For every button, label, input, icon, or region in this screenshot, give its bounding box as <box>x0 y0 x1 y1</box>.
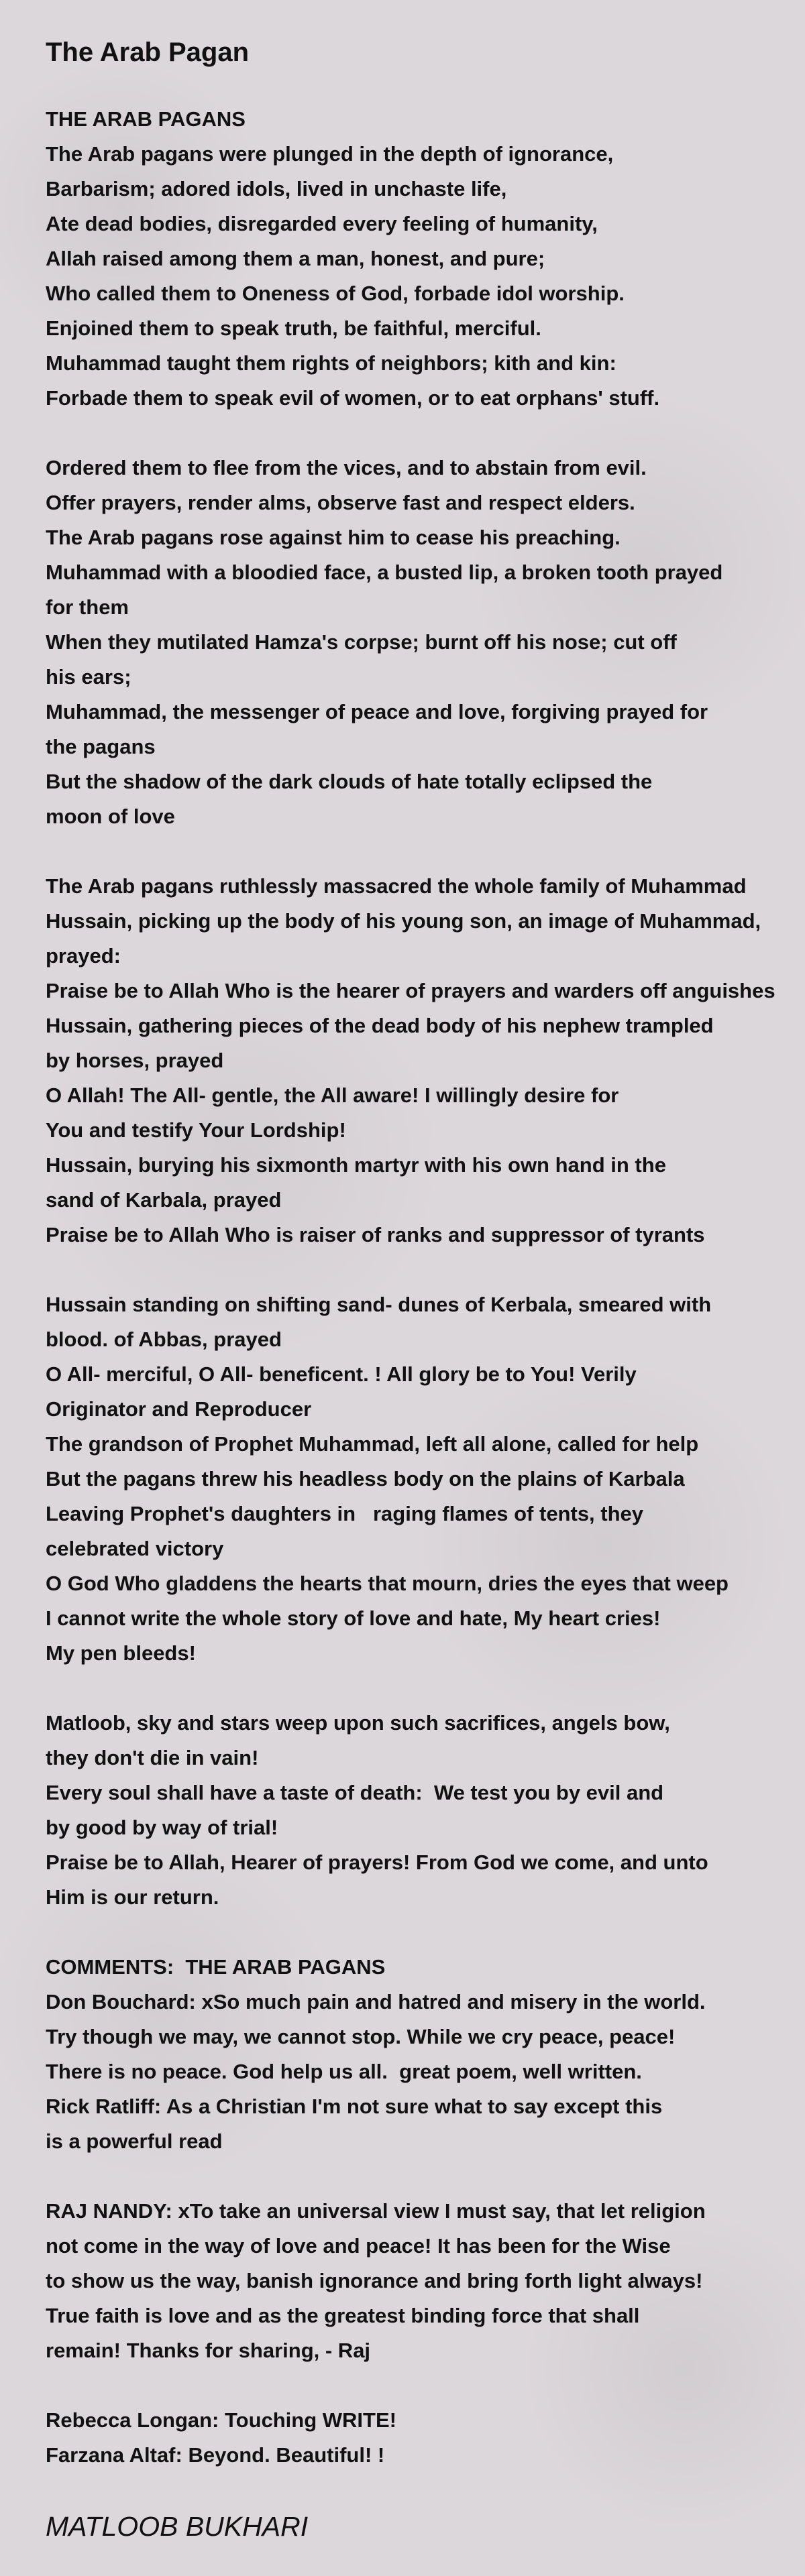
poem-line: Don Bouchard: xSo much pain and hatred and misery in the world. <box>46 1990 706 2013</box>
poem-line: Barbarism; adored idols, lived in unchaste life, <box>46 177 507 200</box>
poem-line: Hussain, burying his sixmonth martyr with his own hand in the <box>46 1153 666 1177</box>
poem-line: Praise be to Allah Who is the hearer of prayers and warders off anguishes <box>46 979 775 1002</box>
poem-line: The Arab pagans were plunged in the depth of ignorance, <box>46 142 614 166</box>
stanza <box>46 1950 797 2159</box>
poem-line: Rick Ratliff: As a Christian I'm not sure what to say except this <box>46 2095 663 2118</box>
poem-line: Praise be to Allah Who is raiser of ranks and suppressor of tyrants <box>46 1223 705 1246</box>
poem-line: Matloob, sky and stars weep upon such sacrifices, angels bow, <box>46 1711 670 1735</box>
poem-line: Who called them to Oneness of God, forbade idol worship. <box>46 282 625 305</box>
poem-line: Ate dead bodies, disregarded every feeling of humanity, <box>46 212 598 235</box>
poem-line: I cannot write the whole story of love and hate, My heart cries! <box>46 1606 661 1630</box>
poem-line: RAJ NANDY: xTo take an universal view I must say, that let religion <box>46 2199 706 2223</box>
poem-line: sand of Karbala, prayed <box>46 1188 282 1212</box>
poem-body <box>46 102 797 2473</box>
poem-line: COMMENTS: THE ARAB PAGANS <box>46 1955 386 1979</box>
poem-line: There is no peace. God help us all. great poem, well written. <box>46 2060 642 2083</box>
stanza <box>46 2194 797 2368</box>
poem-line: by good by way of trial! <box>46 1816 278 1839</box>
poem-line: Muhammad taught them rights of neighbors; kith and kin: <box>46 351 616 375</box>
poem-line: Ordered them to flee from the vices, and to abstain from evil. <box>46 456 647 479</box>
poem-line: blood. of Abbas, prayed <box>46 1328 282 1351</box>
poem-line: by horses, prayed <box>46 1049 224 1072</box>
poem-line: the pagans <box>46 735 156 758</box>
poem-line: celebrated victory <box>46 1537 224 1560</box>
stanza <box>46 102 797 416</box>
poem-line: for them <box>46 595 129 619</box>
poem-line: Enjoined them to speak truth, be faithful, merciful. <box>46 316 541 340</box>
stanza <box>46 869 797 1252</box>
poem-line: THE ARAB PAGANS <box>46 107 246 131</box>
poem-line: remain! Thanks for sharing, - Raj <box>46 2339 371 2362</box>
poem-page <box>46 35 797 2545</box>
poem-line: Hussain, gathering pieces of the dead body of his nephew trampled <box>46 1014 714 1037</box>
poem-line: O God Who gladdens the hearts that mourn, dries the eyes that weep <box>46 1572 729 1595</box>
poem-line: not come in the way of love and peace! It has been for the Wise <box>46 2234 671 2258</box>
poem-line: But the shadow of the dark clouds of hate totally eclipsed the <box>46 770 653 793</box>
poem-line: Rebecca Longan: Touching WRITE! <box>46 2408 396 2432</box>
poem-line: to show us the way, banish ignorance and bring forth light always! <box>46 2269 703 2292</box>
poem-line: O All- merciful, O All- beneficent. ! All glory be to You! Verily <box>46 1362 637 1386</box>
stanza <box>46 451 797 834</box>
poem-line: Muhammad with a bloodied face, a busted lip, a broken tooth prayed <box>46 561 723 584</box>
author-name: MATLOOB BUKHARI <box>46 2511 309 2542</box>
poem-title: The Arab Pagan <box>46 38 250 67</box>
poem-line: Forbade them to speak evil of women, or to eat orphans' stuff. <box>46 386 660 410</box>
poem-line: Offer prayers, render alms, observe fast and respect elders. <box>46 491 635 514</box>
poem-line: moon of love <box>46 805 175 828</box>
poem-line: Muhammad, the messenger of peace and love, forgiving prayed for <box>46 700 708 723</box>
poem-line: prayed: <box>46 944 121 968</box>
poem-line: his ears; <box>46 665 131 689</box>
poem-line: Farzana Altaf: Beyond. Beautiful! ! <box>46 2443 385 2467</box>
poem-line: O Allah! The All- gentle, the All aware! I willingly desire for <box>46 1084 619 1107</box>
poem-line: The Arab pagans ruthlessly massacred the whole family of Muhammad <box>46 874 747 898</box>
poem-line: is a powerful read <box>46 2129 223 2153</box>
poem-line: Praise be to Allah, Hearer of prayers! From God we come, and unto <box>46 1851 708 1874</box>
poem-line: The grandson of Prophet Muhammad, left all alone, called for help <box>46 1432 699 1456</box>
poem-line: Allah raised among them a man, honest, and pure; <box>46 247 545 270</box>
poem-line: Originator and Reproducer <box>46 1397 312 1421</box>
stanza <box>46 1287 797 1671</box>
stanza <box>46 1706 797 1915</box>
poem-line: You and testify Your Lordship! <box>46 1118 346 1142</box>
poem-line: Hussain, picking up the body of his young son, an image of Muhammad, <box>46 909 761 933</box>
poem-line: True faith is love and as the greatest binding force that shall <box>46 2304 640 2327</box>
poem-line: Hussain standing on shifting sand- dunes of Kerbala, smeared with <box>46 1293 712 1316</box>
stanza <box>46 2403 797 2473</box>
poem-line: they don't die in vain! <box>46 1746 259 1769</box>
poem-line: My pen bleeds! <box>46 1641 196 1665</box>
poem-line: Every soul shall have a taste of death: We test you by evil and <box>46 1781 664 1804</box>
poem-line: Him is our return. <box>46 1885 219 1909</box>
poem-line: Leaving Prophet's daughters in raging flames of tents, they <box>46 1502 644 1525</box>
poem-line: But the pagans threw his headless body on the plains of Karbala <box>46 1467 685 1490</box>
poem-line: Try though we may, we cannot stop. While we cry peace, peace! <box>46 2025 676 2048</box>
poem-line: When they mutilated Hamza's corpse; burnt off his nose; cut off <box>46 630 677 654</box>
poem-line: The Arab pagans rose against him to cease his preaching. <box>46 526 621 549</box>
